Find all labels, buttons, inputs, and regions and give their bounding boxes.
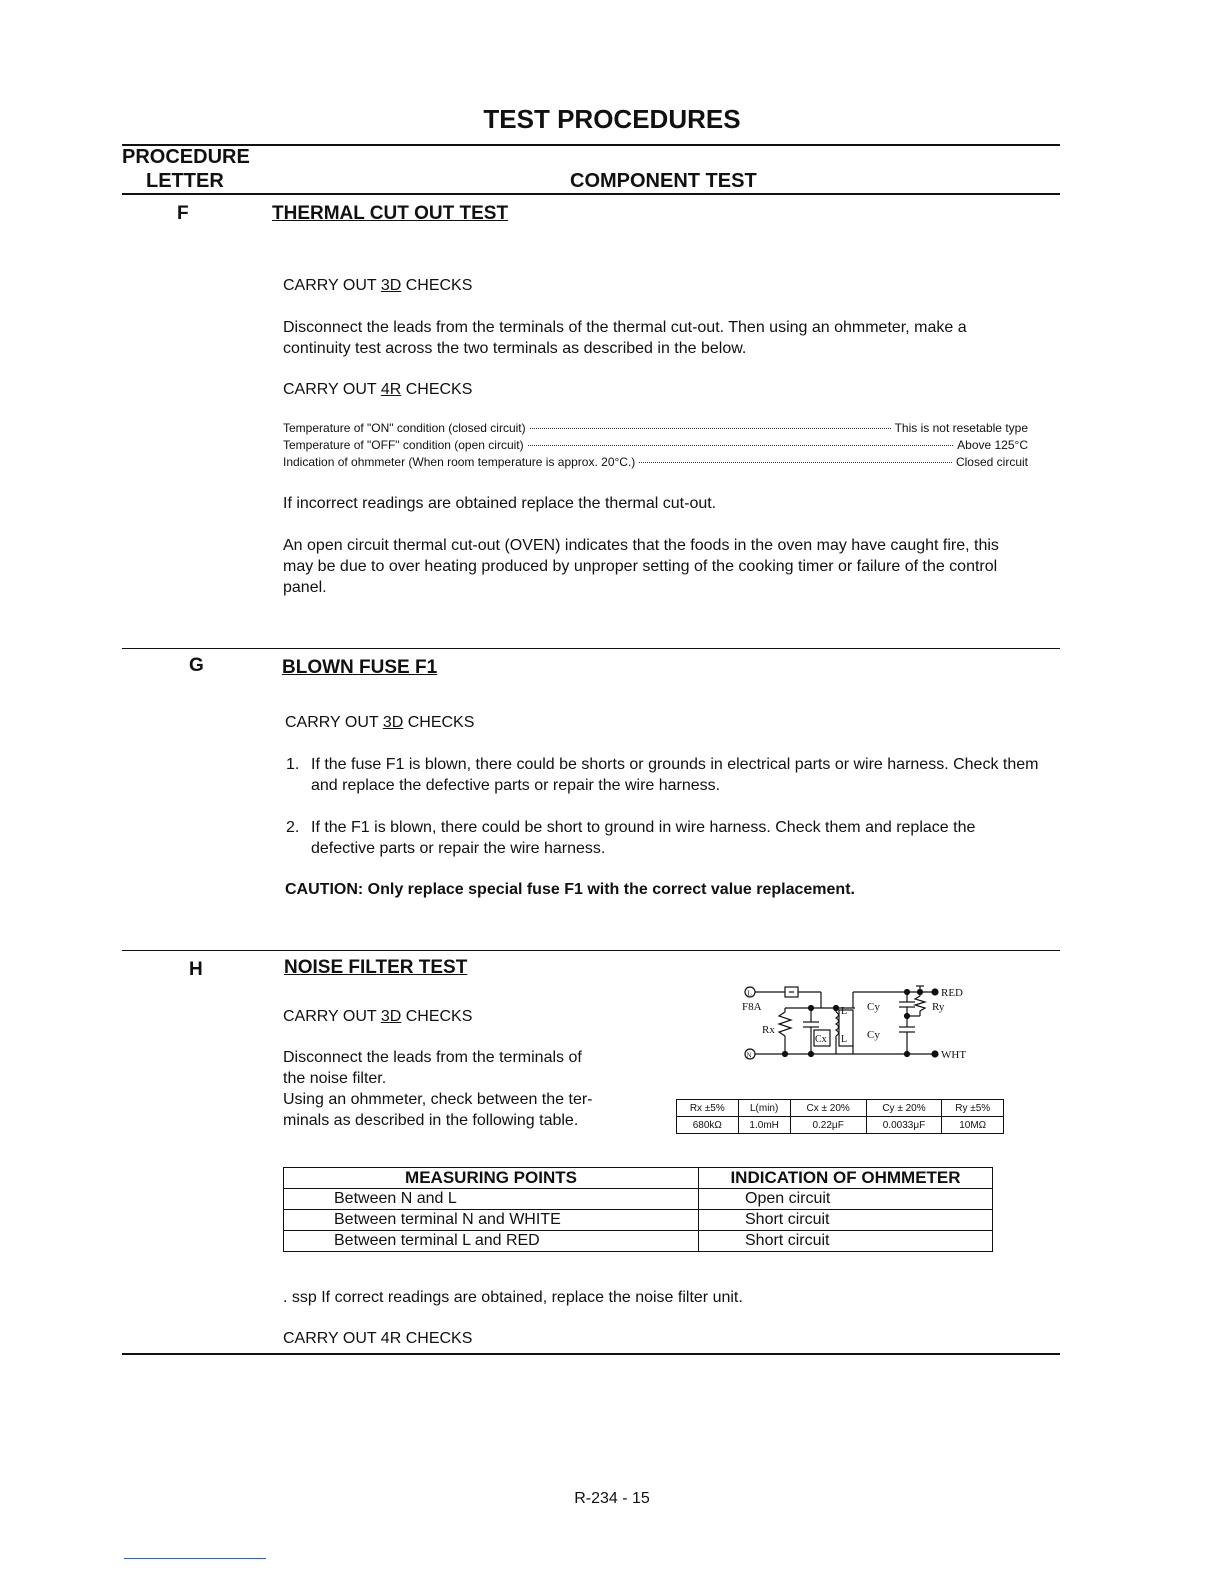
section-f-para1-line1: Disconnect the leads from the terminals of the thermal cut-out. Then using an ohmmeter, make a <box>283 319 967 336</box>
table-header-cell: MEASURING POINTS <box>284 1168 699 1189</box>
check-code: 4R <box>380 381 402 398</box>
node-dot <box>809 1052 814 1057</box>
table-cell: Between terminal L and RED <box>284 1231 699 1252</box>
measurement-table <box>283 1167 993 1252</box>
spec-row <box>283 438 1028 452</box>
section-f-para1-line2: continuity test across the two terminals as described in the below. <box>283 340 747 357</box>
ry-label: Ry <box>932 1001 945 1013</box>
cy-label: Cy <box>867 1001 880 1013</box>
section-h-letter: H <box>189 959 203 980</box>
check-code: 3D <box>380 277 402 294</box>
section-h-carry-4r: CARRY OUT 4R CHECKS <box>283 1330 473 1347</box>
cy-label: Cy <box>867 1029 880 1041</box>
table-cell: 10MΩ <box>942 1117 1004 1134</box>
spec-value: This is not resetable type <box>894 421 1028 435</box>
section-g-item2-line2: defective parts or repair the wire harness. <box>311 840 606 857</box>
section-g-letter: G <box>189 655 204 676</box>
wht-label: WHT <box>941 1049 967 1061</box>
section-g-caution: CAUTION: Only replace special fuse F1 with the correct value replacement. <box>285 881 855 898</box>
section-end-rule <box>122 1353 1060 1355</box>
section-h-carry-3d <box>283 1006 472 1027</box>
list-item-number: 2. <box>286 819 300 836</box>
page-footer: R-234 - 15 <box>574 1490 650 1507</box>
check-code: 3D <box>380 1008 402 1025</box>
section-g-carry-3d <box>285 712 474 733</box>
section-h-note: . ssp If correct readings are obtained, replace the noise filter unit. <box>283 1289 743 1306</box>
l-label: L <box>841 1034 848 1045</box>
table-cell: 680kΩ <box>677 1117 739 1134</box>
section-f-title: THERMAL CUT OUT TEST <box>272 203 509 224</box>
section-h-title: NOISE FILTER TEST <box>284 957 468 978</box>
table-cell: 0.0033μF <box>866 1117 942 1134</box>
section-h-para-line2: the noise filter. <box>283 1070 387 1087</box>
table-cell: Open circuit <box>699 1189 993 1210</box>
carry-text: CHECKS <box>401 381 473 398</box>
leader-dots <box>639 462 952 463</box>
table-header-cell: Rx ±5% <box>677 1100 739 1117</box>
footer-link-rule <box>124 1558 266 1559</box>
ry-resistor <box>915 996 925 1011</box>
spec-row <box>283 421 1028 435</box>
spec-value: Closed circuit <box>955 455 1028 469</box>
rx-resistor <box>779 1012 791 1036</box>
carry-text: CARRY OUT <box>283 381 381 398</box>
table-header-cell: Ry ±5% <box>942 1100 1004 1117</box>
section-f-para2: If incorrect readings are obtained replace the thermal cut-out. <box>283 495 717 512</box>
terminal-l-label: L <box>747 989 752 998</box>
procedure-header-line1: PROCEDURE <box>122 146 250 168</box>
table-cell: 0.22μF <box>790 1117 866 1134</box>
l-inductor <box>836 1012 839 1036</box>
section-g-item2-line1: If the F1 is blown, there could be short to ground in wire harness. Check them and replace the <box>311 819 976 836</box>
section-f-carry-4r <box>283 379 472 400</box>
spec-label: Indication of ohmmeter (When room temperature is approx. 20°C.) <box>283 455 636 469</box>
carry-text: CHECKS <box>401 1008 473 1025</box>
list-item-number: 1. <box>286 756 300 773</box>
table-cell: 1.0mH <box>738 1117 790 1134</box>
section-f-letter: F <box>177 203 189 224</box>
spec-value: Above 125°C <box>957 438 1028 452</box>
header-top-rule <box>122 144 1060 146</box>
l-label: L <box>841 1006 848 1017</box>
wht-terminal-dot <box>932 1051 938 1057</box>
table-cell: Short circuit <box>699 1210 993 1231</box>
section-f-carry-3d <box>283 275 472 296</box>
section-f-para3-line1: An open circuit thermal cut-out (OVEN) indicates that the foods in the oven may have caught fire, this <box>283 537 999 554</box>
header-bottom-rule <box>122 193 1060 195</box>
check-code: 3D <box>382 714 404 731</box>
component-test-header: COMPONENT TEST <box>570 170 757 192</box>
table-header-cell: Cx ± 20% <box>790 1100 866 1117</box>
table-header-cell: Cy ± 20% <box>866 1100 942 1117</box>
table-row <box>284 1168 993 1189</box>
spec-row <box>283 455 1028 469</box>
carry-text: CHECKS <box>401 277 473 294</box>
section-divider <box>122 950 1060 951</box>
red-terminal-dot <box>932 989 938 995</box>
noise-filter-schematic <box>735 972 975 1068</box>
table-cell: Between terminal N and WHITE <box>284 1210 699 1231</box>
section-g-item1-line1: If the fuse F1 is blown, there could be shorts or grounds in electrical parts or wire harness. Check them <box>311 756 1039 773</box>
leader-dots <box>528 445 954 446</box>
section-h-para-line3: Using an ohmmeter, check between the ter- <box>283 1091 593 1108</box>
cx-label: Cx <box>815 1034 827 1045</box>
table-row <box>284 1189 993 1210</box>
node-dot <box>905 1014 910 1019</box>
table-row <box>677 1100 1004 1117</box>
carry-text: CARRY OUT <box>283 1008 381 1025</box>
section-f-para3-line3: panel. <box>283 579 327 596</box>
component-values-table <box>676 1099 1004 1134</box>
spec-label: Temperature of "ON" condition (closed circuit) <box>283 421 526 435</box>
section-g-title: BLOWN FUSE F1 <box>282 657 438 678</box>
page-title: TEST PROCEDURES <box>483 104 741 134</box>
section-g-item1-line2: and replace the defective parts or repair the wire harness. <box>311 777 721 794</box>
section-divider <box>122 648 1060 649</box>
table-row <box>284 1210 993 1231</box>
rx-label: Rx <box>762 1024 775 1036</box>
carry-text: CARRY OUT <box>285 714 383 731</box>
table-row <box>677 1117 1004 1134</box>
section-h-para-line1: Disconnect the leads from the terminals of <box>283 1049 582 1066</box>
section-h-para-line4: minals as described in the following table. <box>283 1112 579 1129</box>
table-cell: Short circuit <box>699 1231 993 1252</box>
terminal-n-label: N <box>746 1051 752 1060</box>
leader-dots <box>530 428 891 429</box>
table-row <box>284 1231 993 1252</box>
section-f-para3-line2: may be due to over heating produced by unproper setting of the cooking timer or failure of the control <box>283 558 998 575</box>
carry-text: CARRY OUT <box>283 277 381 294</box>
red-label: RED <box>941 987 963 999</box>
table-header-cell: INDICATION OF OHMMETER <box>699 1168 993 1189</box>
carry-text: CHECKS <box>403 714 475 731</box>
procedure-header-line2: LETTER <box>146 170 224 192</box>
table-cell: Between N and L <box>284 1189 699 1210</box>
node-dot <box>905 1052 910 1057</box>
node-dot <box>783 1052 788 1057</box>
fuse-label: F8A <box>742 1001 762 1013</box>
spec-label: Temperature of "OFF" condition (open circuit) <box>283 438 524 452</box>
table-header-cell: L(min) <box>738 1100 790 1117</box>
